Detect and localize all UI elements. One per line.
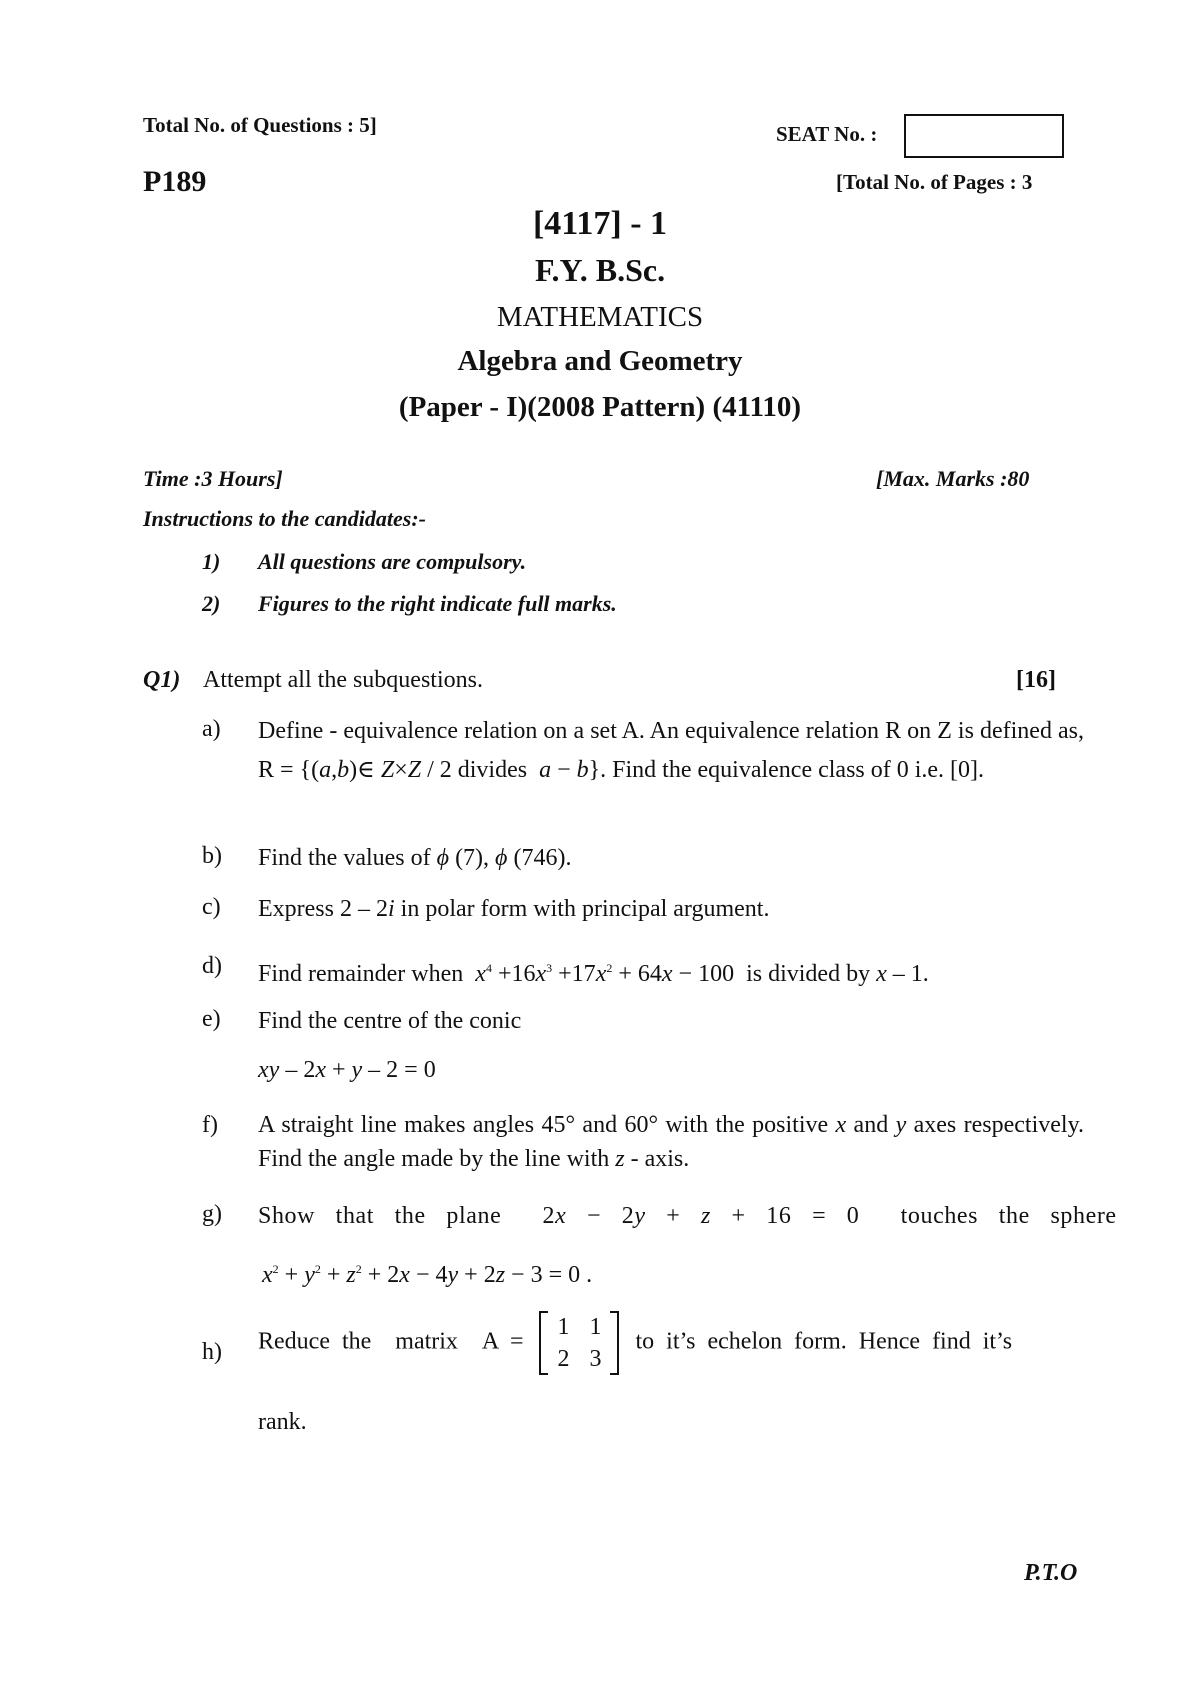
subquestion-label: g) [202, 1201, 222, 1227]
subquestion-f-text: A straight line makes angles 45° and 60° with the positive x and y axes respectively. Find the angle made by the line with z - axis. [258, 1112, 1085, 1172]
instruction-number: 1) [202, 549, 221, 574]
instruction-text: Figures to the right indicate full marks. [258, 591, 617, 616]
subquestion-label: a) [202, 716, 221, 742]
total-pages: [Total No. of Pages : 3 [836, 170, 1033, 194]
paper-code: P189 [143, 165, 207, 198]
subquestion-e-equation: xy – 2x + y – 2 = 0 [258, 1057, 436, 1083]
exam-code: [4117] - 1 [532, 205, 668, 242]
instruction-text: All questions are compulsory. [258, 549, 527, 574]
subquestion-g-text: Show that the plane 2x − 2y + z + 16 = 0 touches the sphere [258, 1203, 1117, 1229]
subquestion-h-text: Reduce the matrix A = 1 1 2 3 to it’s echelon form. Hence find it’s [258, 1311, 1084, 1375]
max-marks: [Max. Marks :80 [876, 466, 1030, 491]
subquestion-label: b) [202, 843, 222, 869]
paper-title: (Paper - I)(2008 Pattern) (41110) [398, 391, 802, 423]
seat-number-box[interactable] [904, 114, 1064, 158]
subquestion-label: c) [202, 894, 221, 920]
subquestion-label: d) [202, 953, 222, 979]
subquestion-a-text: Define - equivalence relation on a set A. An equivalence relation R on Z is defined as, R = {(a,b)∈ Z×Z / 2 divides a − b}. Find the equivalence class of 0 i.e. [0]. [258, 718, 1084, 783]
seat-label: SEAT No. : [776, 122, 878, 146]
subquestion-c-text: Express 2 – 2i in polar form with principal argument. [258, 896, 770, 922]
please-turn-over: P.T.O [1024, 1560, 1078, 1586]
subquestion-label: f) [202, 1112, 218, 1138]
instructions-heading: Instructions to the candidates:- [143, 506, 426, 531]
subquestion-e-text: Find the centre of the conic [258, 1008, 522, 1034]
matrix-a: 1 1 2 3 [539, 1311, 619, 1375]
topic-title: Algebra and Geometry [457, 345, 743, 377]
time-allowed: Time :3 Hours] [143, 466, 283, 491]
instruction-number: 2) [202, 591, 221, 616]
subquestion-label: e) [202, 1006, 221, 1032]
question-prompt: Attempt all the subquestions. [203, 667, 483, 693]
course-title: F.Y. B.Sc. [534, 252, 666, 288]
subquestion-g-equation: $x^2 + y^2 + z^2 + 2x - 4y + 2z - 3 = 0$ . [262, 1262, 593, 1288]
subject-title: MATHEMATICS [496, 301, 704, 333]
subquestion-h-text-continued: rank. [258, 1409, 307, 1435]
total-questions: Total No. of Questions : 5] [143, 113, 377, 137]
subquestion-label: h) [202, 1339, 222, 1365]
question-marks: [16] [1016, 667, 1056, 693]
subquestion-d-text: Find remainder when $x^4 +16x^3 +17x^2 + 64x - 100$ is divided by x – 1. [258, 961, 929, 987]
question-number: Q1) [143, 667, 181, 693]
subquestion-b-text: Find the values of ϕ (7), ϕ (746). [258, 845, 572, 871]
